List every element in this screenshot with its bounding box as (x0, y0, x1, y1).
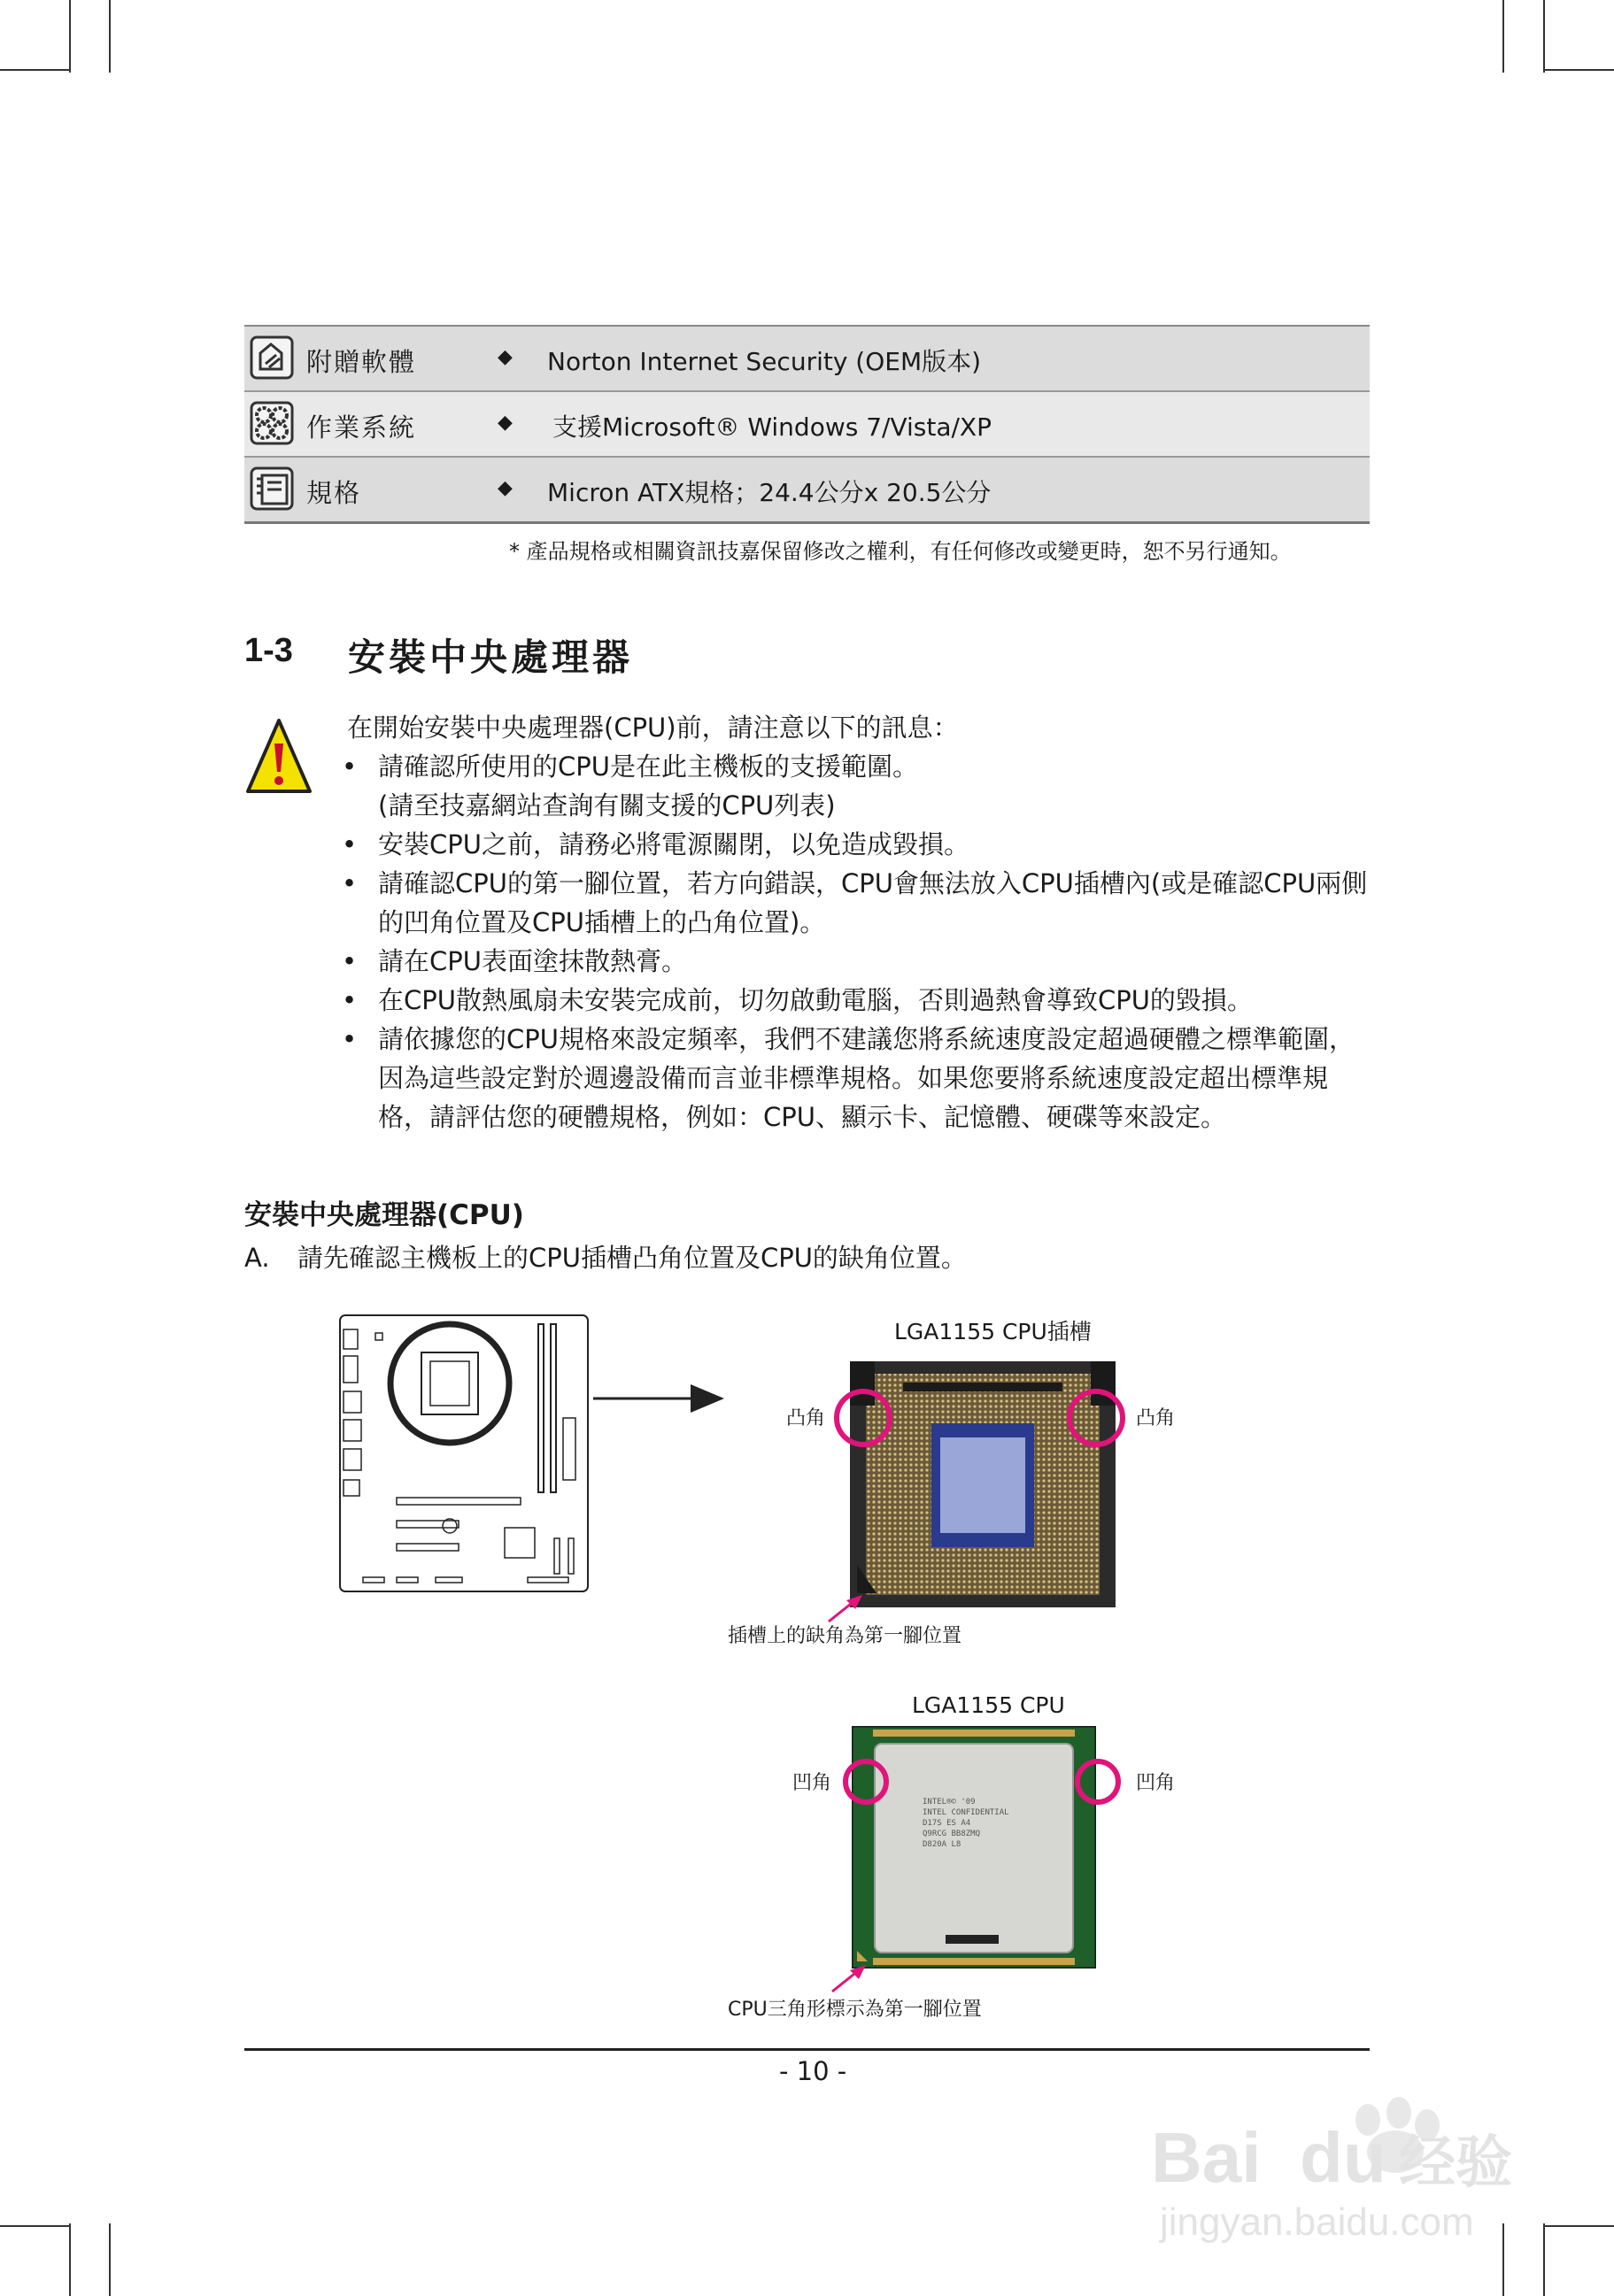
spec-table (244, 325, 1370, 524)
spec-footnote: * 產品規格或相關資訊技嘉保留修改之權利，有任何修改或變更時，恕不另行通知。 (509, 539, 1292, 564)
socket-figure-title: LGA1155 CPU插槽 (894, 1319, 1092, 1344)
cpu-right-label: 凹角 (1136, 1772, 1176, 1794)
spec-value: Micron ATX規格；24.4公分x 20.5公分 (547, 478, 992, 507)
socket-left-label: 凸角 (786, 1407, 826, 1429)
socket-right-label: 凸角 (1136, 1407, 1176, 1429)
notch-highlight-right (1073, 1757, 1123, 1807)
crop-mark (69, 2223, 71, 2296)
crop-mark (1543, 0, 1545, 73)
crop-mark (109, 0, 111, 73)
crop-mark (109, 2223, 111, 2296)
svg-text:D17S ES A4: D17S ES A4 (923, 1819, 971, 1828)
install-heading: 安裝中央處理器(CPU) (244, 1199, 524, 1231)
warning-text: 請確認所使用的CPU是在此主機板的支援範圍。 (請至技嘉網站查詢有關支援的CPU列表) (378, 751, 918, 821)
svg-text:Bai: Bai (1151, 2118, 1262, 2197)
cpu-figure-title: LGA1155 CPU (912, 1692, 1065, 1718)
warning-text: 安裝CPU之前，請務必將電源關閉，以免造成毀損。 (378, 829, 969, 859)
software-icon (250, 335, 294, 380)
crop-mark (1543, 69, 1614, 71)
bullet-diamond: ◆ (498, 346, 513, 368)
step-text: 請先確認主機板上的CPU插槽凸角位置及CPU的缺角位置。 (297, 1243, 967, 1273)
svg-text:Q9RCG BB8ZMQ: Q9RCG BB8ZMQ (923, 1830, 981, 1838)
svg-text:INTEL CONFIDENTIAL: INTEL CONFIDENTIAL (923, 1808, 1009, 1817)
cpu-left-label: 凹角 (792, 1772, 832, 1794)
spec-label: 規格 (306, 478, 362, 508)
list-item (336, 981, 1372, 1020)
notch-highlight-right (1065, 1387, 1127, 1449)
list-item (336, 864, 1372, 942)
list-item (336, 747, 1372, 825)
step-letter: A. (244, 1243, 270, 1273)
motherboard-diagram (336, 1312, 593, 1595)
pointer-arrow-icon (829, 1963, 868, 1995)
spec-label: 附贈軟體 (306, 347, 417, 377)
spec-value: Norton Internet Security (OEM版本) (547, 347, 982, 376)
arrow-icon (593, 1381, 726, 1416)
warning-text: 請依據您的CPU規格來設定頻率，我們不建議您將系統速度設定超過硬體之標準範圍，因為這些設定對於週邊設備而言並非標準規格。如果您要將系統速度設定超出標準規格，請評估您的硬體規格，例如：CPU、顯示卡、記憶體、硬碟等來設定。 (378, 1024, 1355, 1132)
section-number: 1-3 (244, 632, 293, 669)
warning-icon (245, 717, 313, 797)
crop-mark (1502, 0, 1504, 73)
notch-highlight-left (841, 1757, 891, 1807)
warning-list (336, 747, 1372, 1136)
warning-text: 請確認CPU的第一腳位置，若方向錯誤，CPU會無法放入CPU插槽內(或是確認CPU兩側的凹角位置及CPU插槽上的凸角位置)。 (378, 868, 1368, 937)
crop-mark (0, 69, 71, 71)
crop-mark (0, 2225, 71, 2227)
baidu-watermark-logo (1151, 2093, 1532, 2244)
spec-row-software (244, 327, 1370, 392)
section-title: 安裝中央處理器 (348, 636, 634, 679)
notch-highlight-left (832, 1387, 894, 1449)
list-item (336, 1020, 1372, 1136)
socket-caption: 插槽上的缺角為第一腳位置 (728, 1625, 962, 1647)
spec-row-form-factor (244, 458, 1370, 524)
spec-row-os (244, 392, 1370, 458)
bullet-diamond: ◆ (498, 412, 513, 434)
warning-text: 在CPU散熱風扇未安裝完成前，切勿啟動電腦，否則過熱會導致CPU的毀損。 (378, 985, 1253, 1015)
svg-text:du: du (1300, 2118, 1386, 2197)
svg-text:经验: 经验 (1399, 2130, 1512, 2196)
footer-rule (244, 2048, 1370, 2051)
svg-text:INTEL®© '09: INTEL®© '09 (923, 1798, 976, 1807)
crop-mark (1543, 2225, 1614, 2227)
bullet-diamond: ◆ (498, 477, 513, 499)
spec-value: 支援Microsoft® Windows 7/Vista/XP (552, 412, 992, 442)
svg-text:jingyan.baidu.com: jingyan.baidu.com (1160, 2200, 1474, 2244)
step-a (244, 1238, 967, 1275)
list-item (336, 942, 1372, 981)
cpu-caption: CPU三角形標示為第一腳位置 (728, 1999, 982, 2021)
page-number: - 10 - (779, 2056, 847, 2086)
warning-text: 請在CPU表面塗抹散熱膏。 (378, 946, 687, 976)
warning-intro: 在開始安裝中央處理器(CPU)前，請注意以下的訊息： (347, 713, 959, 743)
form-factor-icon (250, 466, 294, 511)
os-gears-icon (250, 401, 294, 445)
crop-mark (69, 0, 71, 73)
list-item (336, 825, 1372, 864)
spec-label: 作業系統 (306, 412, 417, 443)
svg-text:D820A L8: D820A L8 (923, 1840, 961, 1849)
crop-mark (1543, 2223, 1545, 2296)
